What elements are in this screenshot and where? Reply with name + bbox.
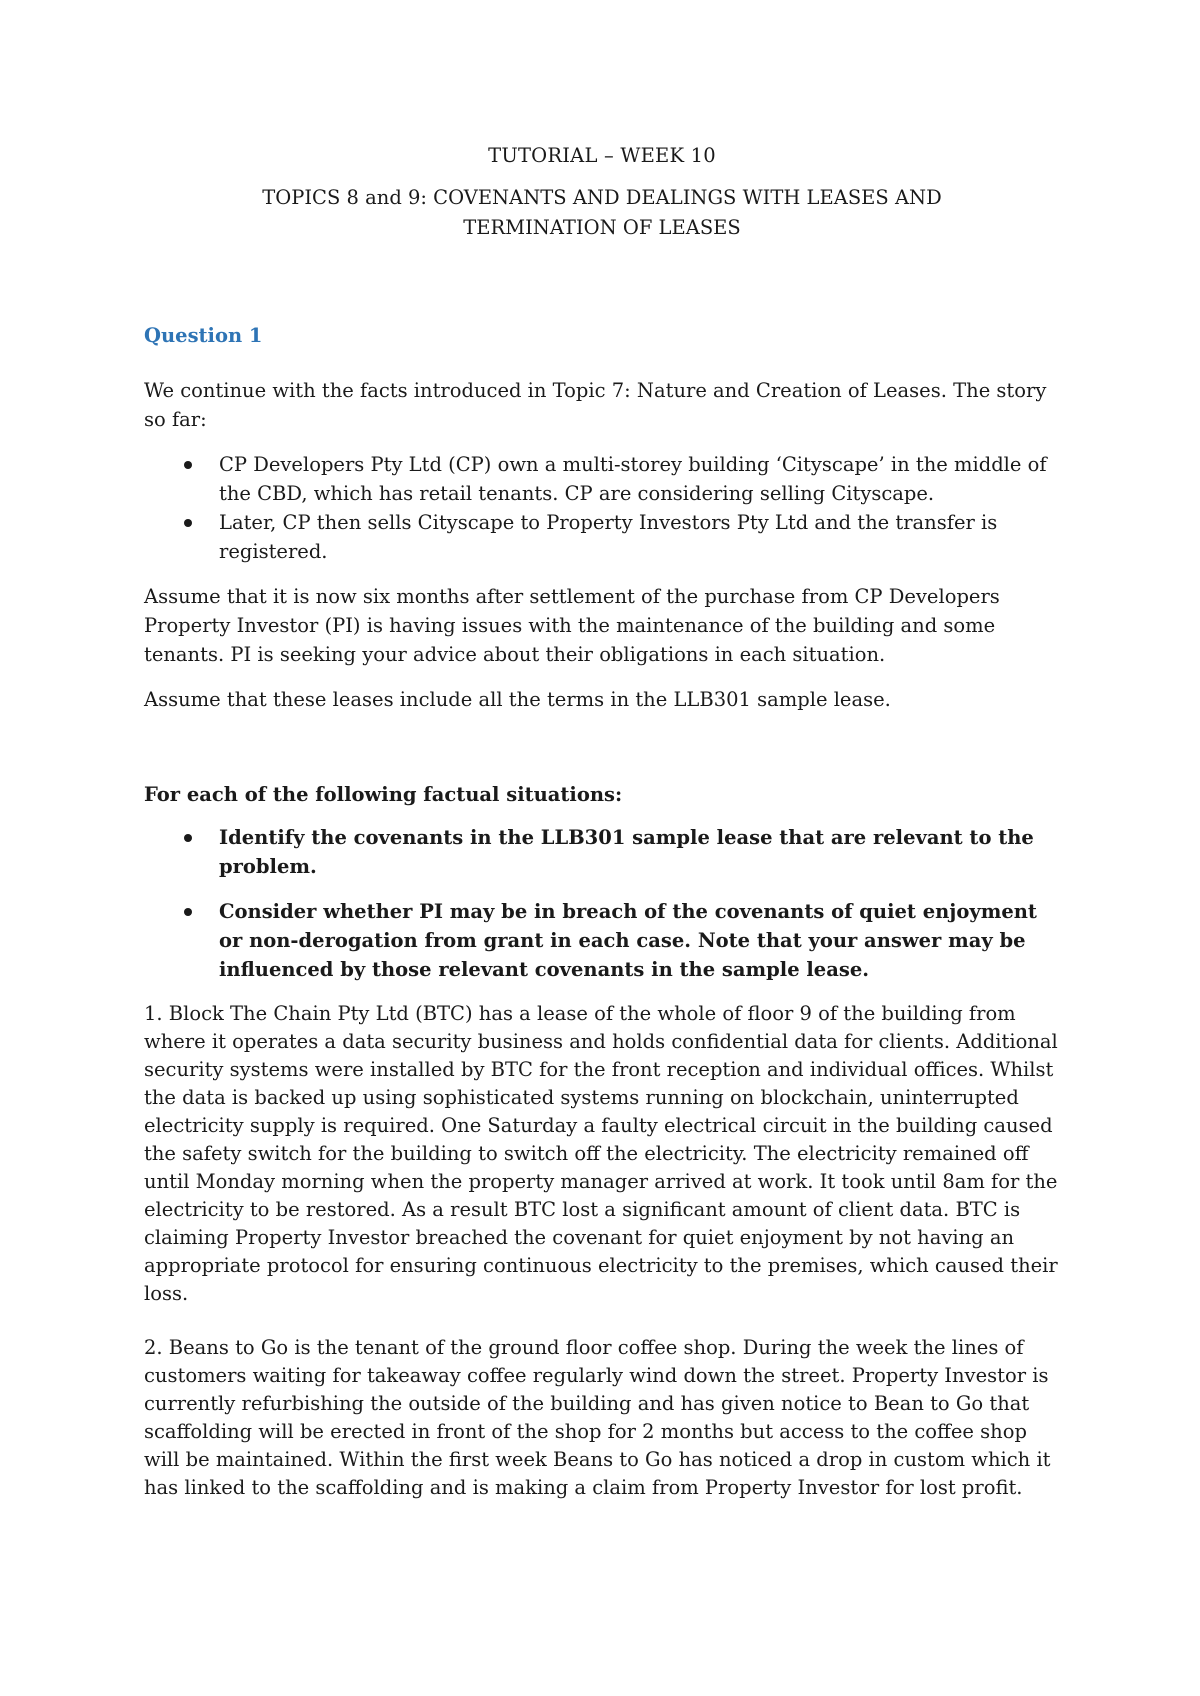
intro-paragraph: We continue with the facts introduced in Topic 7: Nature and Creation of Leases. The story so far: (144, 379, 1047, 431)
assume-paragraph: Assume that it is now six months after settlement of the purchase from CP Developers Property Investor (PI) is having issues with the maintenance of the building and some tenants. PI is seeking your advice about their obligations in each situation. (144, 585, 1000, 666)
bullet-icon (184, 908, 192, 916)
question-heading: Question 1 (144, 324, 263, 347)
story-bullet-list (144, 450, 1060, 566)
subtitle-line-1: TOPICS 8 and 9: COVENANTS AND DEALINGS WITH LEASES AND (262, 186, 942, 209)
instruction-bullet-list (144, 823, 1060, 984)
story-bullet-text: Later, CP then sells Cityscape to Property Investors Pty Ltd and the transfer is registered. (219, 511, 998, 563)
page-subtitle (144, 183, 1060, 243)
instruction-bullet-text: Identify the covenants in the LLB301 sample lease that are relevant to the problem. (219, 826, 1034, 878)
bullet-icon (184, 519, 192, 527)
situation-2-paragraph: 2. Beans to Go is the tenant of the ground floor coffee shop. During the week the lines of customers waiting for takeaway coffee regularly wind down the street. Property Investor is currently refurbishing the outside of the building and has given notice to Bean to Go that scaffolding will be erected in front of the shop for 2 months but access to the coffee shop will be maintained. Within the first week Beans to Go has noticed a drop in custom which it has linked to the scaffolding and is making a claim from Property Investor for lost profit. (144, 1336, 1051, 1499)
bullet-icon (184, 834, 192, 842)
bullet-icon (184, 461, 192, 469)
instruction-bullet-item (144, 897, 1060, 984)
situation-1-paragraph: 1. Block The Chain Pty Ltd (BTC) has a lease of the whole of floor 9 of the building from where it operates a data security business and holds confidential data for clients. Additional security systems were installed by BTC for the front reception and individual offices. Whilst the data is backed up using sophisticated systems running on blockchain, uninterrupted electricity supply is required. One Saturday a faulty electrical circuit in the building caused the safety switch for the building to switch off the electricity. The electricity remained off until Monday morning when the property manager arrived at work. It took until 8am for the electricity to be restored. As a result BTC lost a significant amount of client data. BTC is claiming Property Investor breached the covenant for quiet enjoyment by not having an appropriate protocol for ensuring continuous electricity to the premises, which caused their loss. (144, 1002, 1058, 1305)
story-bullet-item (144, 508, 1060, 566)
instructions-heading: For each of the following factual situations: (144, 783, 623, 806)
assume-terms-paragraph: Assume that these leases include all the terms in the LLB301 sample lease. (144, 688, 891, 711)
instruction-bullet-text: Consider whether PI may be in breach of the covenants of quiet enjoyment or non-derogation from grant in each case. Note that your answer may be influenced by those relevant covenants in the sample lease. (219, 900, 1037, 981)
page-title: TUTORIAL – WEEK 10 (488, 144, 716, 167)
instruction-bullet-item (144, 823, 1060, 881)
subtitle-line-2: TERMINATION OF LEASES (463, 216, 741, 239)
story-bullet-text: CP Developers Pty Ltd (CP) own a multi-storey building ‘Cityscape’ in the middle of the CBD, which has retail tenants. CP are considering selling Cityscape. (219, 453, 1047, 505)
story-bullet-item (144, 450, 1060, 508)
